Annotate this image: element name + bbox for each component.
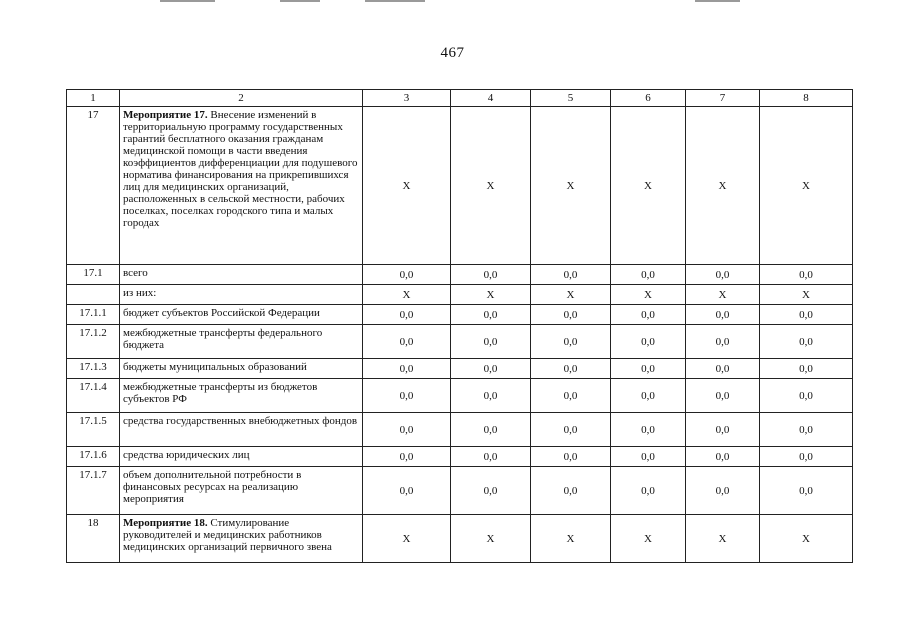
row-name — [120, 325, 363, 359]
row-number: 17.1.4 — [67, 379, 120, 413]
value-cell: 0,0 — [686, 413, 760, 447]
value-cell: 0,0 — [760, 413, 853, 447]
value-cell: 0,0 — [760, 359, 853, 379]
value-cell: 0,0 — [451, 325, 531, 359]
value-cell: 0,0 — [451, 413, 531, 447]
row-name-text: всего — [123, 267, 148, 279]
row-name-text: Внесение изменений в территориальную программу государственных гарантий бесплатного оказания гражданам медицинской помощи в части введения коэффициентов дифференциации для подушевого норматива финансирования на прикрепившихся лиц для медицинских организаций, расположенных в сельской местности, рабочих поселках, поселках городского типа и малых городах — [123, 109, 358, 229]
value-cell: 0,0 — [451, 359, 531, 379]
value-cell: 0,0 — [611, 265, 686, 285]
row-name — [120, 265, 363, 285]
value-cell: 0,0 — [531, 359, 611, 379]
value-cell: 0,0 — [363, 447, 451, 467]
value-cell: X — [451, 285, 531, 305]
row-name-text: объем дополнительной потребности в финансовых ресурсах на реализацию мероприятия — [123, 469, 302, 505]
header-cell: 7 — [686, 90, 760, 107]
scan-edge-mark — [365, 0, 425, 2]
value-cell: X — [611, 285, 686, 305]
value-cell: X — [686, 285, 760, 305]
value-cell: 0,0 — [686, 467, 760, 515]
value-cell: 0,0 — [611, 379, 686, 413]
row-number: 18 — [67, 515, 120, 563]
value-cell: 0,0 — [760, 447, 853, 467]
row-name-text: бюджеты муниципальных образований — [123, 361, 307, 373]
row-name-bold: Мероприятие 17. — [123, 109, 208, 121]
value-cell: 0,0 — [686, 379, 760, 413]
value-cell: X — [363, 107, 451, 265]
table-row — [67, 305, 853, 325]
table-row — [67, 359, 853, 379]
value-cell: X — [531, 107, 611, 265]
budget-table — [66, 89, 853, 563]
value-cell: X — [451, 515, 531, 563]
row-name-text: межбюджетные трансферты федерального бюджета — [123, 327, 323, 351]
value-cell: 0,0 — [451, 379, 531, 413]
header-cell: 8 — [760, 90, 853, 107]
value-cell: 0,0 — [760, 325, 853, 359]
value-cell: 0,0 — [611, 305, 686, 325]
value-cell: 0,0 — [531, 305, 611, 325]
value-cell: 0,0 — [363, 325, 451, 359]
row-name-text: межбюджетные трансферты из бюджетов субъектов РФ — [123, 381, 318, 405]
value-cell: 0,0 — [363, 359, 451, 379]
scan-edge-mark — [280, 0, 320, 2]
row-number: 17.1.1 — [67, 305, 120, 325]
value-cell: 0,0 — [531, 325, 611, 359]
value-cell: 0,0 — [531, 467, 611, 515]
value-cell: 0,0 — [363, 265, 451, 285]
row-name — [120, 447, 363, 467]
row-name — [120, 515, 363, 563]
table-row — [67, 467, 853, 515]
row-name — [120, 413, 363, 447]
table-row — [67, 285, 853, 305]
value-cell: X — [760, 285, 853, 305]
row-name-text: Стимулирование руководителей и медицинских работников медицинских организаций первичного звена — [123, 517, 332, 553]
value-cell: X — [686, 107, 760, 265]
header-cell: 3 — [363, 90, 451, 107]
row-number: 17 — [67, 107, 120, 265]
value-cell: X — [611, 107, 686, 265]
value-cell: X — [760, 107, 853, 265]
row-name-bold: Мероприятие 18. — [123, 517, 208, 529]
scan-edge-mark — [695, 0, 740, 2]
row-number: 17.1.7 — [67, 467, 120, 515]
value-cell: 0,0 — [686, 447, 760, 467]
value-cell: X — [451, 107, 531, 265]
row-number: 17.1.2 — [67, 325, 120, 359]
value-cell: 0,0 — [451, 447, 531, 467]
value-cell: X — [760, 515, 853, 563]
value-cell: 0,0 — [611, 325, 686, 359]
value-cell: X — [611, 515, 686, 563]
row-name — [120, 107, 363, 265]
value-cell: 0,0 — [686, 265, 760, 285]
value-cell: 0,0 — [531, 265, 611, 285]
value-cell: X — [363, 515, 451, 563]
value-cell: 0,0 — [451, 467, 531, 515]
header-cell: 4 — [451, 90, 531, 107]
row-number: 17.1.3 — [67, 359, 120, 379]
value-cell: 0,0 — [531, 447, 611, 467]
value-cell: 0,0 — [611, 413, 686, 447]
value-cell: 0,0 — [531, 379, 611, 413]
row-name-text: из них: — [123, 287, 157, 299]
row-name — [120, 359, 363, 379]
value-cell: 0,0 — [363, 379, 451, 413]
row-name — [120, 467, 363, 515]
header-cell: 6 — [611, 90, 686, 107]
row-name — [120, 285, 363, 305]
header-cell: 2 — [120, 90, 363, 107]
value-cell: 0,0 — [686, 305, 760, 325]
row-number: 17.1 — [67, 265, 120, 285]
value-cell: 0,0 — [611, 447, 686, 467]
value-cell: 0,0 — [363, 467, 451, 515]
value-cell: 0,0 — [363, 413, 451, 447]
value-cell: X — [363, 285, 451, 305]
header-cell: 1 — [67, 90, 120, 107]
value-cell: 0,0 — [451, 265, 531, 285]
table-row — [67, 413, 853, 447]
row-name-text: средства государственных внебюджетных фондов — [123, 415, 358, 427]
value-cell: 0,0 — [611, 467, 686, 515]
value-cell: 0,0 — [451, 305, 531, 325]
row-name-text: средства юридических лиц — [123, 449, 250, 461]
row-number: 17.1.5 — [67, 413, 120, 447]
row-name — [120, 379, 363, 413]
value-cell: 0,0 — [363, 305, 451, 325]
value-cell: 0,0 — [611, 359, 686, 379]
value-cell: 0,0 — [760, 305, 853, 325]
table-row — [67, 265, 853, 285]
row-number: 17.1.6 — [67, 447, 120, 467]
table-row — [67, 515, 853, 563]
value-cell: X — [531, 515, 611, 563]
value-cell: X — [686, 515, 760, 563]
table-row — [67, 447, 853, 467]
value-cell: 0,0 — [760, 265, 853, 285]
row-name-text: бюджет субъектов Российской Федерации — [123, 307, 320, 319]
table-row — [67, 379, 853, 413]
table-row — [67, 107, 853, 265]
value-cell: 0,0 — [531, 413, 611, 447]
value-cell: 0,0 — [760, 467, 853, 515]
header-cell: 5 — [531, 90, 611, 107]
value-cell: 0,0 — [686, 359, 760, 379]
row-number — [67, 285, 120, 305]
value-cell: 0,0 — [760, 379, 853, 413]
table-body — [67, 107, 853, 563]
scan-edge-mark — [160, 0, 215, 2]
row-name — [120, 305, 363, 325]
table-row — [67, 325, 853, 359]
header-row — [67, 90, 853, 107]
value-cell: 0,0 — [686, 325, 760, 359]
value-cell: X — [531, 285, 611, 305]
page-number: 467 — [440, 45, 465, 61]
